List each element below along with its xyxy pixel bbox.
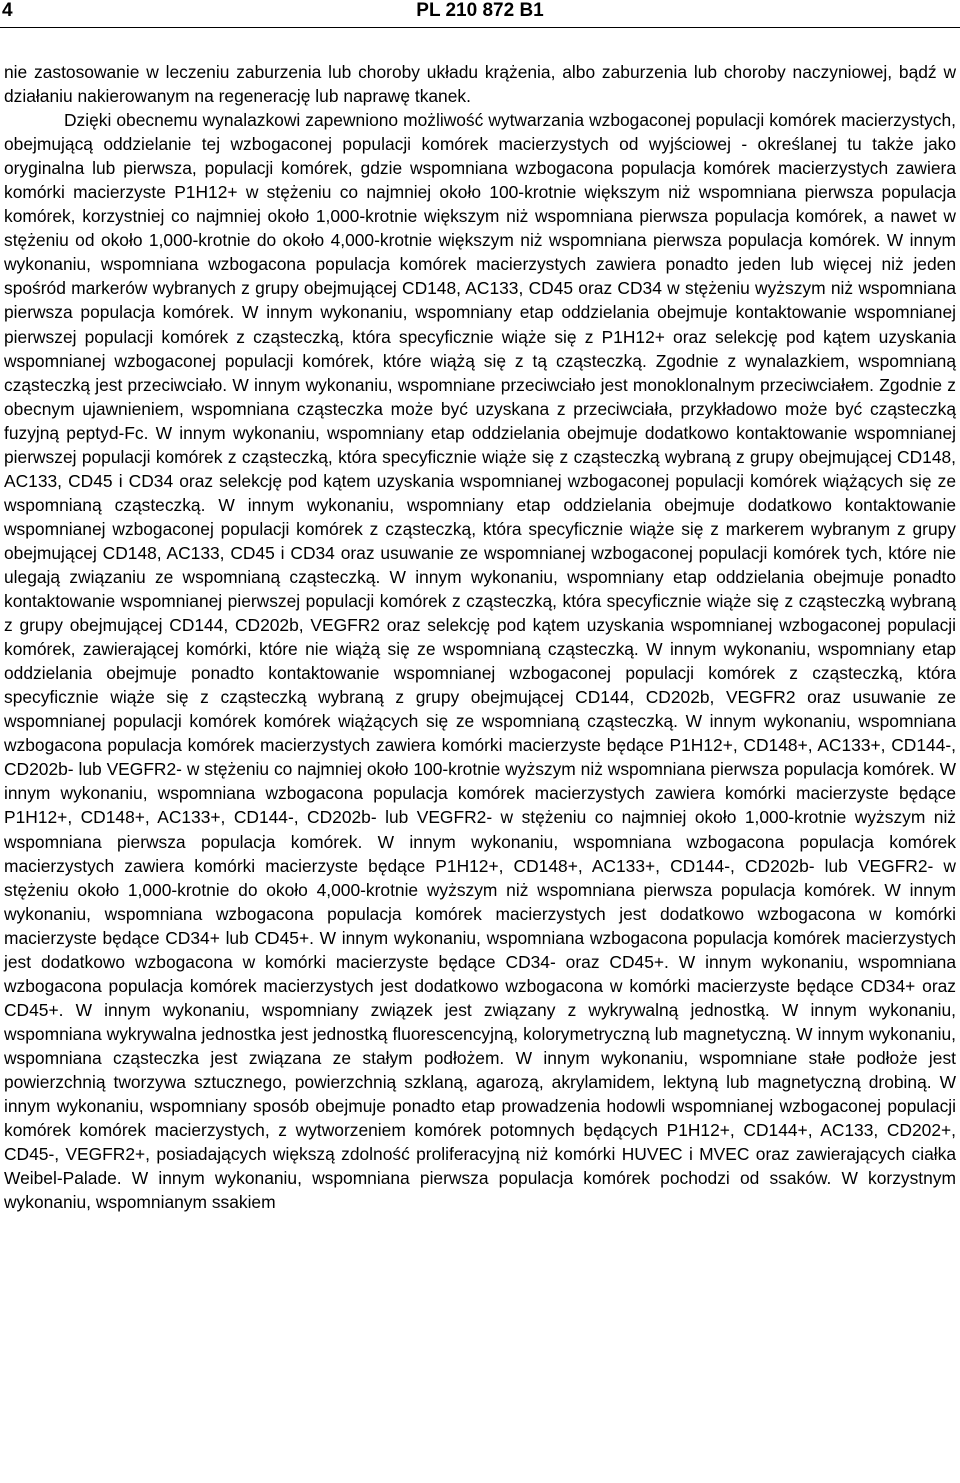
patent-document-id: PL 210 872 B1 (416, 0, 544, 21)
paragraph-continuation: nie zastosowanie w leczeniu zaburzenia lub choroby układu krążenia, albo zaburzenia lub choroby naczyniowej, bądź w działaniu nakierowanym na regenerację lub naprawę tkanek. (4, 62, 956, 107)
page-number: 4 (2, 0, 13, 21)
header-divider (0, 27, 960, 28)
paragraph-summary: Dzięki obecnemu wynalazkowi zapewniono możliwość wytwarzania wzbogaconej populacji komórek macierzystych, obejmującą oddzielanie tej wzbogaconej populacji komórek macierzystych od wyjściowej - określanej tu także jako oryginalna lub pierwsza, populacji komórek, gdzie wspomniana wzbogacona populacja komórek macierzystych zawiera komórki macierzyste P1H12+ w stężeniu co najmniej około 100-krotnie większym niż wspomniana pierwsza populacja komórek, korzystniej co najmniej około 1,000-krotnie większym niż wspomniana pierwsza populacja komórek, a nawet w stężeniu od około 1,000-krotnie do około 4,000-krotnie większym niż wspomniana pierwsza populacja komórek. W innym wykonaniu, wspomniana wzbogacona populacja komórek macierzystych zawiera ponadto jeden lub więcej niż jeden spośród markerów wybranych z grupy obejmującej CD148, AC133, CD45 oraz CD34 w stężeniu wyższym niż wspomniana pierwsza populacja komórek. W innym wykonaniu, wspomniany etap oddzielania obejmuje kontaktowanie wspomnianej pierwszej populacji komórek z cząsteczką, która specyficznie wiąże się z P1H12+ oraz selekcję pod kątem uzyskania wspomnianej wzbogaconej populacji komórek, które wiążą się z tą cząsteczką. Zgodnie z wynalazkiem, wspomnianą cząsteczką jest przeciwciało. W innym wykonaniu, wspomniane przeciwciało jest monoklonalnym przeciwciałem. Zgodnie z obecnym ujawnieniem, wspomniana cząsteczka może być uzyskana z przeciwciała, przykładowo może być cząsteczką fuzyjną peptyd-Fc. W innym wykonaniu, wspomniany etap oddzielania obejmuje dodatkowo kontaktowanie wspomnianej pierwszej populacji komórek z cząsteczką, która specyficznie wiąże się z cząsteczką wybraną z grupy obejmującej CD148, AC133, CD45 i CD34 oraz selekcję pod kątem uzyskania wspomnianej wzbogaconej populacji komórek wiążących się ze wspomnianą cząsteczką. W innym wykonaniu, wspomniany etap oddzielania obejmuje dodatkowo kontaktowanie wspomnianej wzbogaconej populacji komórek z cząsteczką, która specyficznie wiąże się z markerem wybranym z grupy obejmującej CD148, AC133, CD45 i CD34 oraz usuwanie ze wspomnianej wzbogaconej populacji komórek tych, które nie ulegają związaniu ze wspomnianą cząsteczką. W innym wykonaniu, wspomniany etap oddzielania obejmuje ponadto kontaktowanie wspomnianej pierwszej populacji komórek z cząsteczką, która specyficznie wiąże się z cząsteczką wybraną z grupy obejmującej CD144, CD202b, VEGFR2 oraz selekcję pod kątem uzyskania wspomnianej wzbogaconej populacji komórek, zawierającej komórki, które nie wiążą się ze wspomnianą cząsteczką. W innym wykonaniu, wspomniany etap oddzielania obejmuje ponadto kontaktowanie wspomnianej wzbogaconej populacji komórek z cząsteczką, która specyficznie wiąże się z cząsteczką wybraną z grupy obejmującej CD144, CD202b, VEGFR2 oraz usuwanie ze wspomnianej populacji komórek komórek wiążących się ze wspomnianą cząsteczką. W innym wykonaniu, wspomniana wzbogacona populacja komórek macierzystych zawiera komórki macierzyste będące P1H12+, CD148+, AC133+, CD144-, CD202b- lub VEGFR2- w stężeniu co najmniej około 100-krotnie wyższym niż wspomniana pierwsza populacja komórek. W innym wykonaniu, wspomniana wzbogacona populacja komórek macierzystych zawiera komórki macierzyste będące P1H12+, CD148+, AC133+, CD144-, CD202b- lub VEGFR2- w stężeniu co najmniej około 1,000-krotnie wyższym niż wspomniana pierwsza populacja komórek. W innym wykonaniu, wspomniana wzbogacona populacja komórek macierzystych zawiera komórki macierzyste będące P1H12+, CD148+, AC133+, CD144-, CD202b- lub VEGFR2- w stężeniu około 1,000-krotnie do około 4,000-krotnie wyższym niż wspomniana pierwsza populacja komórek. W innym wykonaniu, wspomniana wzbogacona populacja komórek macierzystych jest dodatkowo wzbogacona w komórki macierzyste będące CD34+ lub CD45+. W innym wykonaniu, wspomniana wzbogacona populacja komórek macierzystych jest dodatkowo wzbogacona w komórki macierzyste będące CD34- oraz CD45+. W innym wykonaniu, wspomniana wzbogacona populacja komórek macierzystych jest dodatkowo wzbogacona w komórki macierzyste będące CD34+ oraz CD45+. W innym wykonaniu, wspomniany związek jest związany z wykrywalną jednostką. W innym wykonaniu, wspomniana wykrywalna jednostka jest jednostką fluorescencyjną, kolorymetryczną lub magnetyczną. W innym wykonaniu, wspomniana cząsteczka jest związana ze stałym podłożem. W innym wykonaniu, wspomniane stałe podłoże jest powierzchnią tworzywa sztucznego, powierzchnią szklaną, agarozą, akrylamidem, lektyną lub magnetyczną drobiną. W innym wykonaniu, wspomniany sposób obejmuje ponadto etap prowadzenia hodowli wspomnianej wzbogaconej populacji komórek komórek macierzystych, z wytworzeniem komórek potomnych będących P1H12+, CD144+, AC133, CD202+, CD45-, VEGFR2+, posiadających większą zdolność proliferacyjną niż komórki HUVEC i MVEC oraz zawierających ciałka Weibel-Palade. W innym wykonaniu, wspomniana pierwsza populacja komórek pochodzi od ssaków. W korzystnym wykonaniu, wspomnianym ssakiem (4, 110, 956, 1213)
page-header (0, 0, 960, 24)
document-body (4, 60, 956, 1214)
